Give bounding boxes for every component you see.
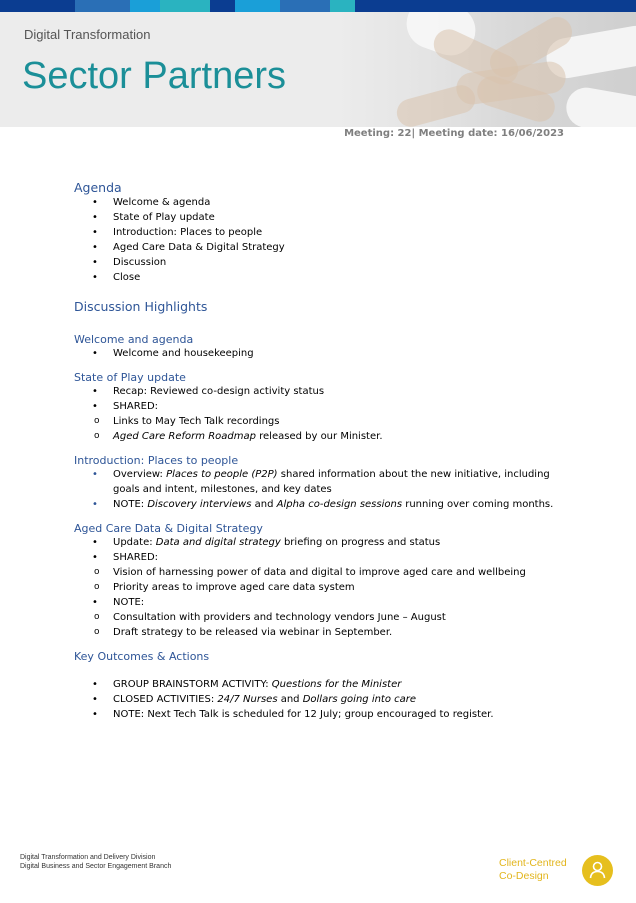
sub-list-item: o Vision of harnessing power of data and digital to improve aged care and wellbeing	[74, 565, 554, 580]
footer-division-info	[20, 853, 171, 871]
brand-line: Client-Centred	[499, 857, 567, 869]
text: GROUP BRAINSTORM ACTIVITY:	[113, 679, 272, 690]
shared-label: SHARED:	[113, 552, 159, 563]
list-item: • Aged Care Data & Digital Strategy	[74, 240, 554, 255]
text: released by our Minister.	[255, 431, 383, 442]
introduction-list	[74, 467, 554, 512]
list-item	[74, 535, 554, 550]
list-item	[74, 677, 554, 692]
key-outcomes-list	[74, 677, 554, 722]
state-of-play-heading: State of Play update	[74, 371, 186, 384]
text: shared information about the new initiative, including goals and intent, milestones, and key dates	[113, 469, 550, 495]
note-label: NOTE:	[113, 597, 145, 608]
topbar-segment	[160, 0, 210, 12]
sub-list	[74, 610, 554, 640]
introduction-heading: Introduction: Places to people	[74, 454, 239, 467]
person-icon	[582, 855, 613, 886]
discussion-highlights-heading: Discussion Highlights	[74, 299, 208, 314]
topbar-segment	[75, 0, 130, 12]
list-item: • Recap: Reviewed co-design activity status	[74, 384, 554, 399]
topbar-segment	[355, 0, 435, 12]
italic-text: Questions for the Minister	[271, 679, 402, 690]
text: CLOSED ACTIVITIES:	[113, 694, 218, 705]
topbar-segment	[235, 0, 280, 12]
list-item: • State of Play update	[74, 210, 554, 225]
department-label: Digital Transformation	[24, 27, 151, 42]
text: and	[251, 499, 277, 510]
italic-text: Alpha co-design sessions	[276, 499, 403, 510]
page-title: Sector Partners	[22, 55, 286, 97]
agenda-list	[74, 195, 554, 285]
main-content	[74, 180, 554, 722]
list-item	[74, 692, 554, 707]
list-item	[74, 595, 554, 640]
sub-list-item: o Links to May Tech Talk recordings	[74, 414, 554, 429]
footer-brand	[499, 857, 567, 883]
list-item: • NOTE: Next Tech Talk is scheduled for 12 July; group encouraged to register.	[74, 707, 554, 722]
welcome-list	[74, 346, 554, 361]
sub-list-item	[74, 429, 554, 444]
topbar-segment	[280, 0, 330, 12]
aged-care-heading: Aged Care Data & Digital Strategy	[74, 522, 263, 535]
italic-text: Places to people (P2P)	[166, 469, 278, 480]
text: Update:	[113, 537, 156, 548]
topbar-segment	[435, 0, 636, 12]
sub-list	[74, 565, 554, 595]
joined-hands-photo	[336, 12, 636, 127]
state-of-play-list	[74, 384, 554, 444]
italic-text: Discovery interviews	[147, 499, 252, 510]
text: running over coming months.	[402, 499, 554, 510]
list-item	[74, 550, 554, 595]
topbar-segment	[330, 0, 355, 12]
list-item: • Welcome & agenda	[74, 195, 554, 210]
italic-text: 24/7 Nurses	[217, 694, 278, 705]
sub-list-item: o Consultation with providers and technology vendors June – August	[74, 610, 554, 625]
list-item: • Welcome and housekeeping	[74, 346, 554, 361]
text: Overview:	[113, 469, 167, 480]
text: NOTE:	[113, 499, 148, 510]
text: and	[277, 694, 303, 705]
sub-list-item: o Draft strategy to be released via webinar in September.	[74, 625, 554, 640]
list-item: • Discussion	[74, 255, 554, 270]
meeting-info: Meeting: 22| Meeting date: 16/06/2023	[344, 128, 564, 139]
page-header	[0, 12, 636, 127]
list-item: • Introduction: Places to people	[74, 225, 554, 240]
italic-text: Dollars going into care	[302, 694, 417, 705]
aged-care-list	[74, 535, 554, 640]
text: briefing on progress and status	[280, 537, 441, 548]
topbar-segment	[210, 0, 235, 12]
list-item: • Close	[74, 270, 554, 285]
top-color-bar	[0, 0, 636, 12]
list-item	[74, 467, 554, 497]
list-item	[74, 497, 554, 512]
italic-text: Data and digital strategy	[155, 537, 281, 548]
division-name: Digital Transformation and Delivery Division	[20, 854, 156, 861]
sub-list-item: o Priority areas to improve aged care data system	[74, 580, 554, 595]
topbar-segment	[130, 0, 160, 12]
sub-list	[74, 414, 554, 444]
key-outcomes-heading: Key Outcomes & Actions	[74, 650, 210, 663]
agenda-heading: Agenda	[74, 180, 122, 195]
welcome-heading: Welcome and agenda	[74, 333, 194, 346]
brand-line: Co-Design	[499, 870, 549, 882]
shared-label: SHARED:	[113, 401, 159, 412]
list-item	[74, 399, 554, 444]
branch-name: Digital Business and Sector Engagement Branch	[20, 863, 172, 870]
topbar-segment	[0, 0, 75, 12]
italic-text: Aged Care Reform Roadmap	[113, 431, 256, 442]
